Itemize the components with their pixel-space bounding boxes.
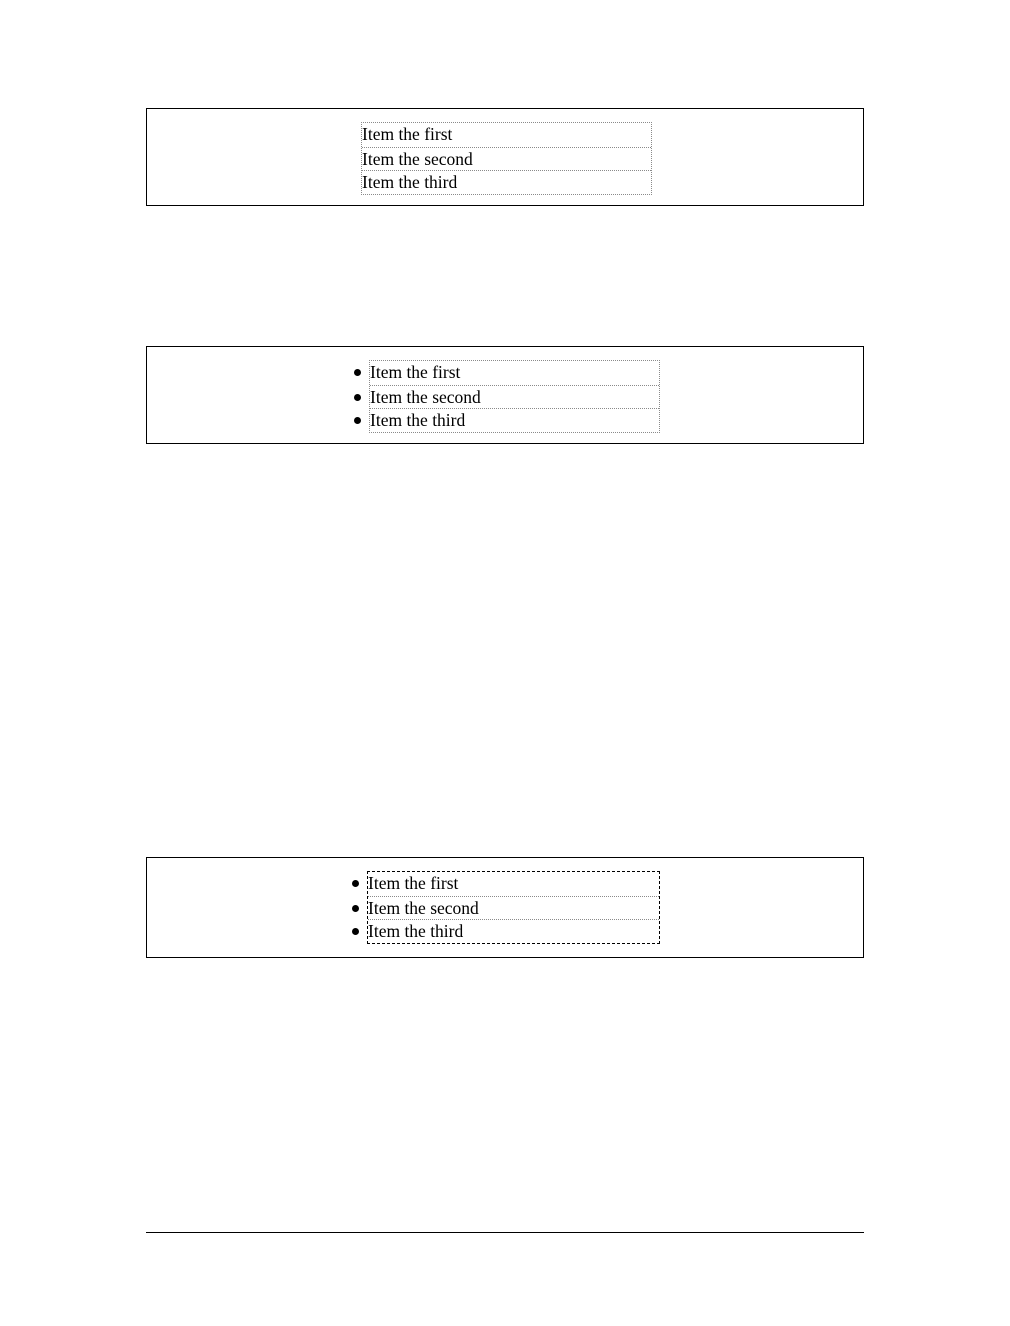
list-item-label: Item the first [370, 362, 461, 382]
bulleted-list [369, 360, 660, 433]
bullet-icon [354, 417, 361, 424]
example-box-1 [146, 108, 864, 206]
list-item [368, 919, 659, 943]
bullet-icon [352, 928, 359, 935]
list-item [370, 385, 659, 409]
list-item-label: Item the third [368, 921, 464, 942]
bullet-icon [352, 905, 359, 912]
bulleted-list-dashed [367, 871, 660, 944]
list-item [362, 123, 651, 147]
bullet-icon [352, 880, 359, 887]
list-item [370, 408, 659, 432]
list-item-label: Item the first [362, 124, 453, 144]
item-list [361, 122, 652, 195]
list-item [368, 896, 659, 920]
list-item-label: Item the second [370, 386, 481, 407]
bullet-icon [354, 394, 361, 401]
list-item-label: Item the third [370, 410, 466, 431]
list-item-label: Item the first [368, 873, 459, 893]
example-box-2 [146, 346, 864, 444]
list-item [362, 170, 651, 194]
list-item [362, 147, 651, 171]
example-box-3 [146, 857, 864, 958]
bullet-icon [354, 369, 361, 376]
footer-divider [146, 1232, 864, 1233]
list-item-label: Item the third [362, 172, 458, 193]
list-item [370, 361, 659, 385]
list-item-label: Item the second [362, 148, 473, 169]
list-item-label: Item the second [368, 897, 479, 918]
list-item [368, 872, 659, 896]
